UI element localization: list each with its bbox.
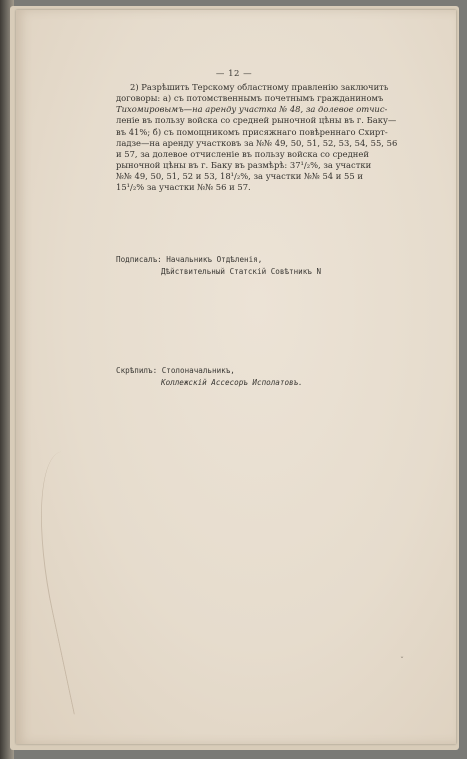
page-number: — 12 — bbox=[215, 69, 253, 79]
paragraph-line: договоры: а) съ потомственнымъ почетнымъ гражданиномъ bbox=[116, 93, 384, 104]
paper-crease bbox=[20, 445, 144, 714]
paragraph-line: 15¹/₂% за участки №№ 56 и 57. bbox=[116, 182, 251, 193]
certified-by-title: Скрѣпилъ: Столоначальникъ, bbox=[116, 366, 235, 375]
paragraph-line: №№ 49, 50, 51, 52 и 53, 18¹/₂%, за участки №№ 54 и 55 и bbox=[116, 171, 363, 182]
signature-block bbox=[116, 254, 416, 278]
resolution-paragraph bbox=[116, 82, 405, 194]
certified-by-name: Коллежскій Ассесоръ Исполатовъ. bbox=[161, 378, 303, 387]
paragraph-line: леніе въ пользу войска со средней рыночной цѣны въ г. Баку— bbox=[116, 115, 397, 126]
signed-by-title: Подписалъ: Начальникъ Отдѣленія, bbox=[116, 255, 263, 264]
pencil-mark: ˇ bbox=[400, 656, 404, 665]
paragraph-line: 2) Разрѣшить Терскому областному правленію заключить bbox=[130, 82, 389, 92]
countersignature-block bbox=[116, 365, 416, 389]
signed-by-rank: Дѣйствительный Статскій Совѣтникъ N bbox=[161, 267, 322, 276]
paragraph-line: Тихомировымъ—на аренду участка № 48, за долевое отчис- bbox=[116, 104, 388, 115]
paragraph-line: рыночной цѣны въ г. Баку въ размѣрѣ: 37¹/₂%, за участки bbox=[116, 160, 372, 171]
paragraph-line: ладзе—на аренду участковъ за №№ 49, 50, 51, 52, 53, 54, 55, 56 bbox=[116, 137, 398, 148]
paragraph-line: въ 41%; б) съ помощникомъ присяжнаго повѣреннаго Схирт- bbox=[116, 126, 388, 137]
paragraph-line: и 57, за долевое отчисленіе въ пользу войска со средней bbox=[116, 148, 369, 159]
